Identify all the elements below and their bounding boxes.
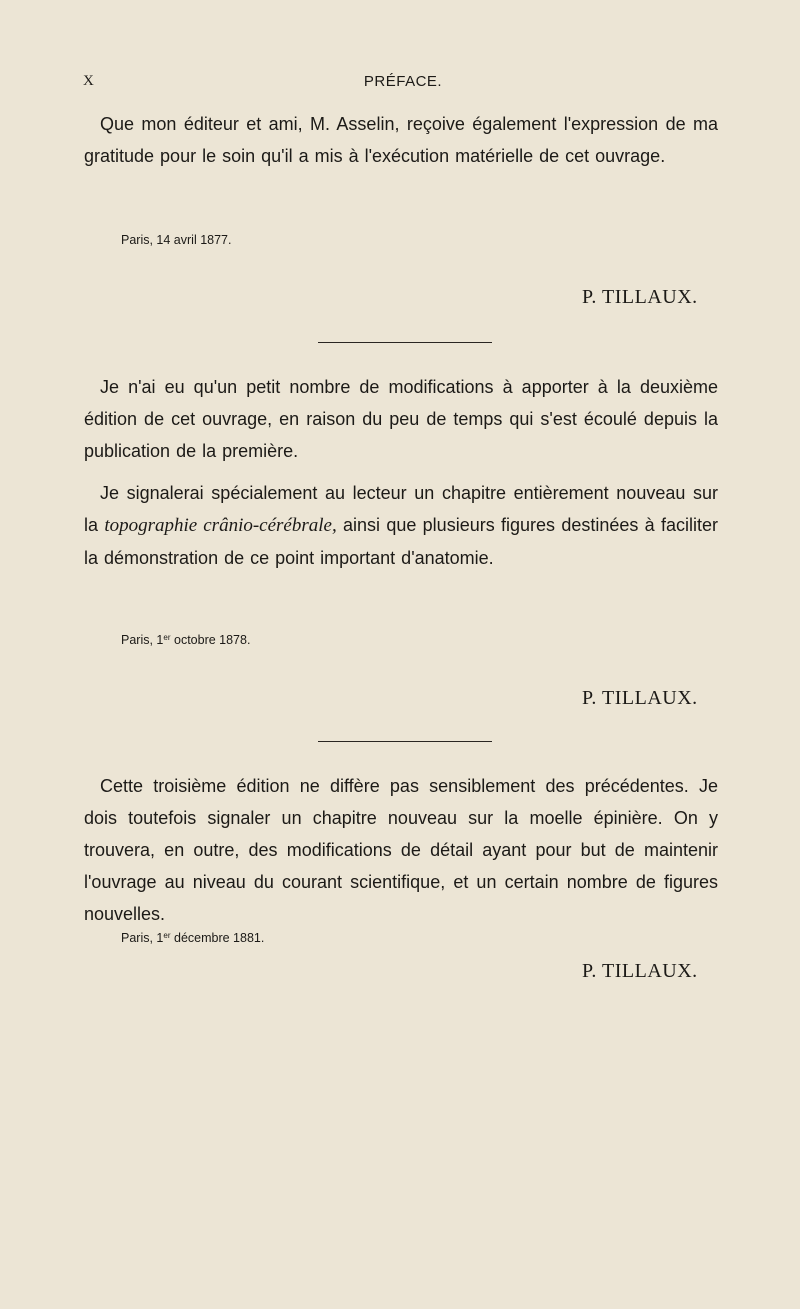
dateline-1878-ordinal: er xyxy=(163,633,171,642)
signature-1878: P. TILLAUX. xyxy=(582,687,698,709)
running-title: PRÉFACE. xyxy=(363,73,443,90)
dateline-1881 xyxy=(121,931,264,945)
preface-section-1 xyxy=(84,108,718,172)
dateline-1878-prefix: Paris, 1 xyxy=(121,633,164,647)
dateline-1881-suffix: décembre 1881. xyxy=(170,931,265,945)
paragraph-topography-end: ainsi que plusieurs figures destinées à faciliter la démonstration de ce point important d'anatomie. xyxy=(84,515,718,568)
paragraph-third-edition: Cette troisième édition ne diffère pas sensiblement des précédentes. Je dois toutefois signaler un chapitre nouveau sur la moelle épinière. On y trouvera, en outre, des modifications de détail ayant pour but de maintenir l'ouvrage au niveau du courant scientifique, et un certain nombre de figures nouvelles. xyxy=(84,776,718,924)
signature-1877: P. TILLAUX. xyxy=(582,286,698,308)
topography-title-italic: topographie crânio-cérébrale, xyxy=(104,515,337,536)
section-divider-1 xyxy=(318,342,492,343)
signature-1881: P. TILLAUX. xyxy=(582,960,698,982)
dateline-1878-suffix: octobre 1878. xyxy=(170,633,251,647)
dateline-1881-ordinal: er xyxy=(163,931,171,940)
preface-section-2 xyxy=(84,371,718,574)
paragraph-topography xyxy=(84,477,718,574)
dateline-1877: Paris, 14 avril 1877. xyxy=(121,233,232,247)
dateline-1881-prefix: Paris, 1 xyxy=(121,931,164,945)
section-divider-2 xyxy=(318,741,492,742)
page-folio: X xyxy=(83,73,94,89)
paragraph-acknowledgement: Que mon éditeur et ami, M. Asselin, reçoive également l'expression de ma gratitude pour le soin qu'il a mis à l'exécution matérielle de cet ouvrage. xyxy=(84,114,718,166)
running-head xyxy=(83,73,723,93)
paragraph-second-edition: Je n'ai eu qu'un petit nombre de modifications à apporter à la deuxième édition de cet ouvrage, en raison du peu de temps qui s'est écoulé depuis la publication de la première. xyxy=(84,377,718,461)
dateline-1878 xyxy=(121,633,250,647)
paragraph-topography-start: Je signalerai spécialement au lecteur un chapitre entièrement nouveau sur la xyxy=(84,483,718,535)
preface-section-3 xyxy=(84,770,718,930)
